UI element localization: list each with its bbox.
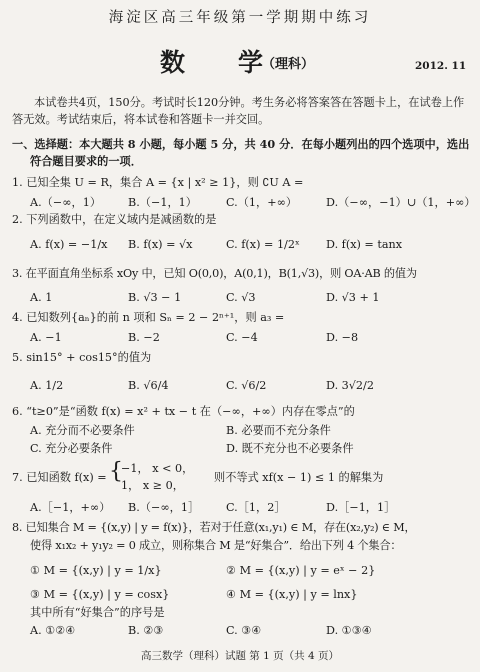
- q2-option-b: B. f(x) = √x: [128, 238, 193, 251]
- q5-option-b: B. √6/4: [128, 379, 169, 392]
- question-3-options: [0, 291, 480, 307]
- question-7-stem-suffix: 则不等式 xf(x − 1) ≤ 1 的解集为: [214, 471, 384, 484]
- q1-option-c: C.（1，+∞）: [226, 196, 298, 209]
- question-7-stem-prefix: 7. 已知函数 f(x) =: [12, 471, 107, 484]
- q8-set-2: ② M = {(x,y) | y = eˣ − 2}: [226, 564, 376, 577]
- q7-option-d: D.［−1，1］: [326, 501, 396, 514]
- question-6-options-row2: [0, 442, 480, 458]
- q3-option-d: D. √3 + 1: [326, 291, 380, 304]
- question-7-options: [0, 501, 480, 517]
- question-1-stem: 1. 已知全集 U = R，集合 A = {x | x² ≥ 1}，则 ∁U A =: [12, 176, 304, 189]
- q6-option-d: D. 既不充分也不必要条件: [226, 442, 354, 455]
- exam-date: 2012. 11: [415, 60, 467, 72]
- question-8-stem-cont: 使得 x₁x₂ + y₁y₂ = 0 成立，则称集合 M 是“好集合”．给出下列 4 个集合：: [30, 539, 402, 552]
- q5-option-a: A. 1/2: [30, 379, 64, 392]
- q8-option-b: B. ②③: [128, 624, 164, 637]
- question-4-stem: 4. 已知数列{aₙ}的前 n 项和 Sₙ = 2 − 2ⁿ⁺¹，则 a₃ =: [12, 311, 285, 324]
- q2-option-d: D. f(x) = tanx: [326, 238, 403, 251]
- question-5-stem: 5. sin15° + cos15°的值为: [12, 351, 152, 364]
- q6-option-a: A. 充分而不必要条件: [30, 424, 135, 437]
- q1-option-d: D.（−∞，−1）∪（1，+∞）: [326, 196, 476, 209]
- q7-option-a: A.［−1，+∞）: [30, 501, 111, 514]
- q4-option-b: B. −2: [128, 331, 160, 344]
- section-heading-cont: 符合题目要求的一项．: [30, 154, 142, 168]
- subject-subtitle: （理科）: [262, 57, 315, 72]
- question-5-options: [0, 379, 480, 395]
- q5-option-d: D. 3√2/2: [326, 379, 374, 392]
- q8-set-1: ① M = {(x,y) | y = 1/x}: [30, 564, 162, 577]
- q6-option-c: C. 充分必要条件: [30, 442, 113, 455]
- question-2-options: [0, 238, 480, 254]
- question-8-stem-final: 其中所有“好集合”的序号是: [30, 606, 165, 619]
- q8-option-c: C. ③④: [226, 624, 262, 637]
- q8-option-a: A. ①②④: [30, 624, 76, 637]
- question-2-stem: 2. 下列函数中，在定义域内是减函数的是: [12, 213, 217, 226]
- q3-option-c: C. √3: [226, 291, 256, 304]
- q8-set-3: ③ M = {(x,y) | y = cosx}: [30, 588, 170, 601]
- question-8-sets-row1: [0, 564, 480, 580]
- section-heading: 一、选择题：本大题共 8 小题，每小题 5 分，共 40 分．在每小题列出的四个选项中，选出: [12, 137, 470, 151]
- q4-option-c: C. −4: [226, 331, 258, 344]
- q2-option-a: A. f(x) = −1/x: [30, 238, 108, 251]
- q5-option-c: C. √6/2: [226, 379, 267, 392]
- question-8-options: [0, 624, 480, 640]
- page-title: 数 学: [160, 48, 278, 77]
- q7-piece-1: −1， x < 0，: [121, 462, 194, 475]
- question-1-options: [0, 196, 480, 212]
- page-footer: 高三数学（理科）试题 第 1 页（共 4 页）: [140, 650, 340, 662]
- brace-symbol: {: [109, 459, 123, 484]
- question-6-stem: 6. “t≥0”是“函数 f(x) = x² + tx − t 在（−∞，+∞）内存在零点”的: [12, 405, 355, 418]
- q8-set-4: ④ M = {(x,y) | y = lnx}: [226, 588, 358, 601]
- q4-option-d: D. −8: [326, 331, 359, 344]
- q3-option-a: A. 1: [30, 291, 53, 304]
- q2-option-c: C. f(x) = 1/2ˣ: [226, 238, 300, 251]
- q7-piece-2: 1， x ≥ 0，: [121, 479, 184, 492]
- q1-option-a: A.（−∞，1）: [30, 196, 102, 209]
- q1-option-b: B.（−1，1）: [128, 196, 197, 209]
- question-6-options-row1: [0, 424, 480, 440]
- q7-option-c: C.［1，2］: [226, 501, 286, 514]
- question-8-sets-row2: [0, 588, 480, 604]
- q6-option-b: B. 必要而不充分条件: [226, 424, 331, 437]
- question-8-stem: 8. 已知集合 M = {(x,y) | y = f(x)}，若对于任意(x₁,y₁) ∈ M，存在(x₂,y₂) ∈ M，: [12, 521, 416, 534]
- q4-option-a: A. −1: [30, 331, 62, 344]
- instructions-paragraph: 本试卷共4页，150分。考试时长120分钟。考生务必将答案答在答题卡上，在试卷上作答无效。考试结束后，将本试卷和答题卡一并交回。: [12, 96, 465, 126]
- question-3-stem: 3. 在平面直角坐标系 xOy 中，已知 O(0,0)，A(0,1)，B(1,√3)，则 OA·AB 的值为: [12, 267, 417, 280]
- q8-option-d: D. ①③④: [326, 624, 372, 637]
- exam-header: 海淀区高三年级第一学期期中练习: [108, 10, 372, 26]
- question-4-options: [0, 331, 480, 347]
- q7-option-b: B.（−∞，1］: [128, 501, 200, 514]
- q3-option-b: B. √3 − 1: [128, 291, 182, 304]
